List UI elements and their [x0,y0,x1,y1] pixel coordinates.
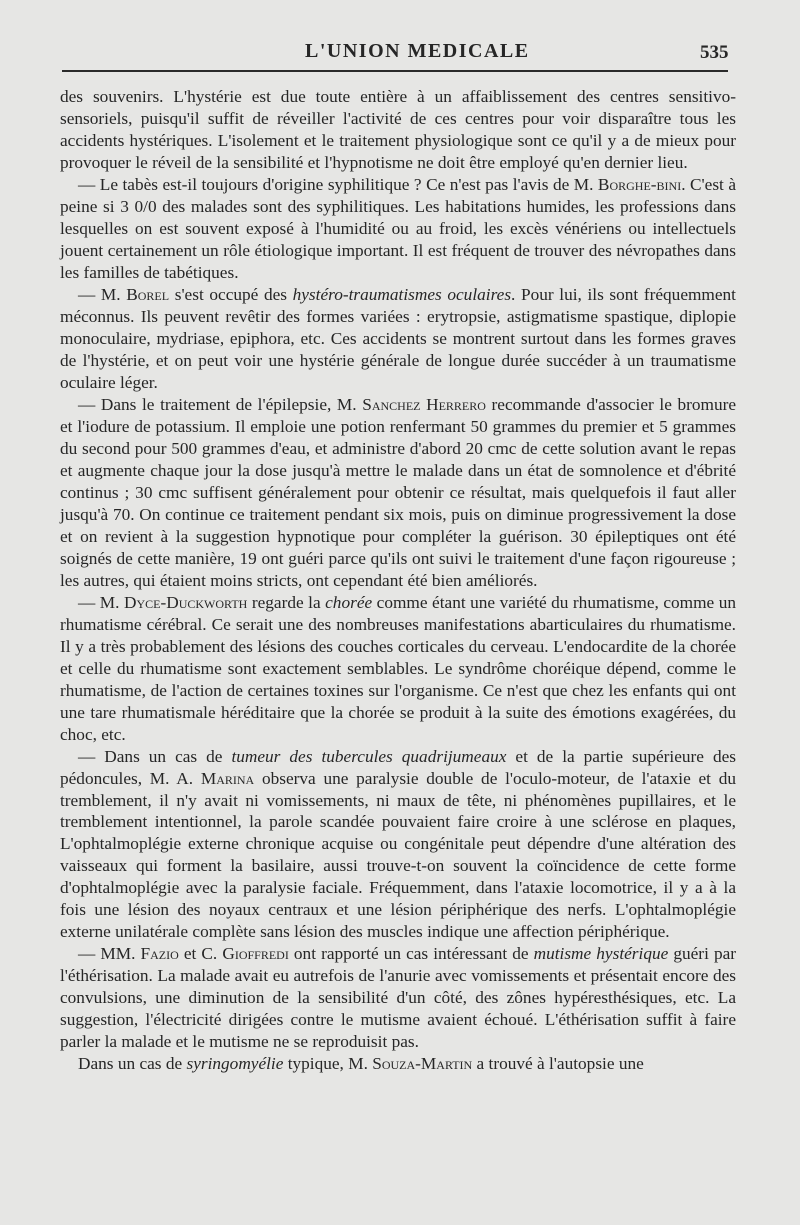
text-run: observa une paralysie double de l'oculo-moteur, de l'ataxie et du tremblement, il n'y avait ni vomissements, ni maux de tête, ni phénomènes pupillaires, et le tremblement intentionnel, la parole scandée pouvaient faire croire à une sclérose en plaques, L'ophtalmoplégie externe chronique acquise ou congénitale peut dépendre d'une altération des vaisseaux qui forment la basilaire, aussi trouve-t-on souvent la coïncidence de cette forme d'ophtalmoplégie avec la paralysie faciale. Fréquemment, dans l'ataxie locomotrice, il y a à la fois une lésion des noyaux centraux et une lésion périphérique des nerfs. L'ophtalmoplégie externe unilatérale complète sans lésion des muscles indique une affection périphérique. [60,768,736,942]
italic-term: mutisme hystérique [533,944,669,964]
paragraph-marina [60,746,736,944]
paragraph-souvenirs [60,86,736,174]
author-name: Gioffredi [222,944,289,964]
header-rule [62,70,728,72]
text-run: . Pour lui, ils sont fréquemment méconnus. Ils peuvent revêtir des formes variées : erytropsie, astigmatisme spastique, diplopie monoculaire, mydriase, epiphora, etc. Ces accidents se montrent surtout dans les formes graves de l'hystérie, et on peut voir une hystérie générale de longue durée succéder à un traumatisme oculaire léger. [60,284,736,392]
paragraph-tabes [60,174,736,284]
text-run: — MM. [78,944,141,964]
text-run: ont rapporté un cas intéressant de [288,944,534,964]
author-name: Fazio [140,944,179,964]
italic-term: tumeur des tubercules quadrijumeaux [231,746,507,766]
author-name: Borel [126,284,170,304]
text-run: Dans un cas de [78,1054,187,1074]
page-number: 535 [700,42,729,63]
author-name: Sanchez Herrero [362,394,486,414]
text-run: guéri par l'éthérisation. La malade avait eu autrefois de l'anurie avec vomissements et présentait encore des convulsions, une diminution de la sensibilité d'un côté, des zônes hypéresthésiques, etc. La suggestion, l'électricité dirigées contre le mutisme avaient échoué. L'éthérisation suffit à faire parler la malade et le mutisme ne se reproduisit pas. [60,944,737,1052]
text-run: comme étant une variété du rhumatisme, comme un rhumatisme cérébral. Ce serait une des nombreuses manifestations abarticulaires du rhumatisme. Il y a très probablement des lésions des couches corticales du cerveau. L'endocardite de la chorée et celle du rhumatisme sont exactement semblables. Le syndrôme choréique dépend, comme le rhumatisme, de l'action de certaines toxines sur l'organisme. Ce n'est que chez les enfants qui ont une tare rhumatismale héréditaire que la chorée se produit à la suite des émotions exagérées, du choc, etc. [60,592,737,744]
paragraph-epilepsie [60,394,736,592]
author-name: Marina [200,768,255,788]
text-run: — M. [78,284,127,304]
author-name: Borghe-bini [597,174,682,194]
author-name: Dyce-Duckworth [124,592,248,612]
paragraph-choree [60,592,736,746]
paragraph-mutisme [60,943,736,1053]
text-run: — Le tabès est-il toujours d'origine syphilitique ? Ce n'est pas l'avis de M. [78,174,598,194]
author-name: Souza-Martin [372,1054,473,1074]
text-run: et C. [178,944,223,964]
text-run: — Dans le traitement de l'épilepsie, M. [78,394,363,414]
page-header [0,38,800,68]
text-run: des souvenirs. L'hystérie est due toute entière à un affaiblissement des centres sensitivo-sensoriels, puisqu'il suffit de réveiller l'activité de ces centres pour voir disparaître tous les accidents hystériques. L'isolement et le traitement physiologique sont ce qu'il y a de mieux pour provoquer le réveil de la sensibilité et l'hypnotisme ne doit être employé qu'en dernier lieu. [60,87,736,172]
text-run: et de la partie supérieure des pédoncules, M. A. [60,746,736,788]
text-run: — M. [78,592,124,612]
paragraph-borel [60,284,736,394]
italic-term: syringomyélie [186,1054,284,1074]
italic-term: chorée [325,592,373,612]
text-run: a trouvé à l'autopsie une [472,1054,644,1074]
paragraph-syringomyelie [60,1053,736,1075]
text-run: — Dans un cas de [78,746,232,766]
italic-term: hystéro-traumatismes oculaires [292,284,512,304]
article-body [60,86,736,1075]
running-title: L'UNION MEDICALE [305,40,530,62]
text-run: typique, M. [283,1054,373,1074]
text-run: . C'est à peine si 3 0/0 des malades sont des syphilitiques. Les habitations humides, les professions dans lesquelles on est souvent exposé à l'humidité ou au froid, les excès vénériens ou intellectuels jouent certainement un rôle étiologique important. Il est fréquent de trouver des névropathes dans les familles de tabétiques. [60,174,736,282]
text-run: s'est occupé des [169,284,293,304]
text-run: regarde la [247,592,326,612]
text-run: recommande d'associer le bromure et l'iodure de potassium. Il emploie une potion renfermant 50 grammes du premier et 5 grammes du second pour 500 grammes d'eau, et administre d'abord 20 cmc de cette solution avant le repas et augmente chaque jour la dose jusqu'à mettre le malade dans un état de somnolence et d'ébrité continus ; 30 cmc suffisent généralement pour obtenir ce résultat, mais quelquefois il faut aller jusqu'à 70. On continue ce traitement pendant six mois, puis on diminue progressivement la dose et on revient à la suggestion hypnotique pour compléter la guérison. 30 épileptiques ont été soignés de cette manière, 19 ont guéri parce qu'ils ont suivi le traitement d'une façon rigoureuse ; les autres, qui étaient moins stricts, ont cependant été bien améliorés. [60,394,737,590]
